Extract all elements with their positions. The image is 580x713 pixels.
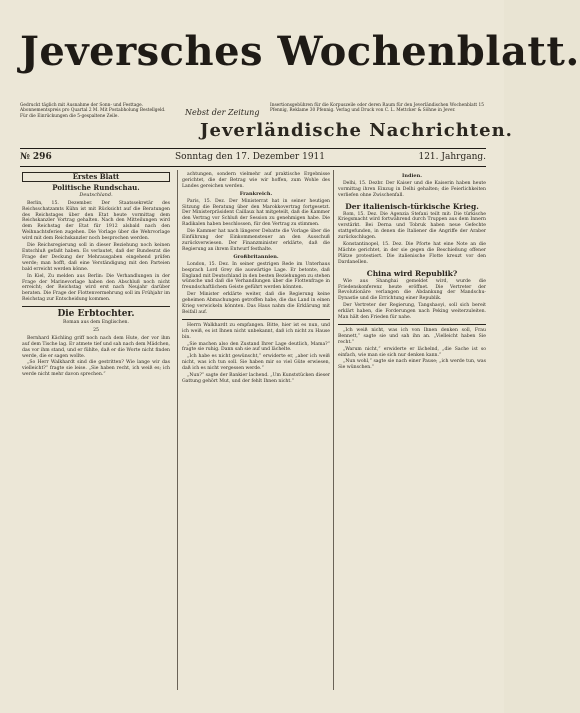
section-subheading: Deutschland.	[79, 191, 113, 198]
story-paragraph: „So Herr Walkhardt sind die gestritten? Wie lange wir das vielleicht?“ fragte sie leise. „Sie haben recht, ich weiß es; ich werde nicht mehr davon sprechen.“	[22, 360, 170, 378]
article-paragraph: Die Reichsregierung soll in dieser Beziehung noch keinen Entschluß gefaßt haben. Es verlautet, daß der Bundesrat die Frage der Deckung der Mehrausgaben eingehend prüfen werde; man hofft, daß eine Verständigung mit den Parteien bald erreicht werden könne.	[22, 243, 170, 272]
divider	[338, 324, 486, 325]
divider	[182, 319, 330, 320]
issue-year: 121. Jahrgang.	[418, 152, 486, 162]
article-paragraph: Delhi, 15. Dezbr. Der Kaiser und die Kaiserin haben heute vormittag ihren Einzug in Delhi gehalten; die Feierlichkeiten verliefen ohne Zwischenfall.	[338, 180, 486, 198]
article-paragraph: London, 15. Dez. In seiner gestrigen Rede im Unterhaus besprach Lord Grey die auswärtige Lage. Er betonte, daß England mit Deutschland in den besten Beziehungen zu stehen wünsche und daß die Verhandlungen über die Flottenfrage in freundschaftlichem Geiste geführt werden könnten.	[182, 261, 330, 291]
section-heading: Großbritannien.	[233, 253, 279, 260]
article-paragraph: In Kiel, Zu melden aus Berlin: Die Verhandlungen in der Frage der Marinevorlage haben den Abschluß noch nicht erreicht; der Reichstag wird erst nach Neujahr darüber beraten. Die Frage der Flottenvermehrung soll im Frühjahr im Reichstag zur Entscheidung kommen.	[22, 273, 170, 303]
story-paragraph: „Nun wohl,“ sagte sie nach einer Pause; „ich werde tun, was Sie wünschen.“	[338, 359, 486, 371]
column-3	[338, 172, 486, 372]
story-paragraph: Herrn Walkhardt zu empfangen. Bitte, hier ist es nun, und ich weiß, es ist Ihnen nicht unbekannt, daß ich nicht zu Hause bin.	[182, 322, 330, 340]
publisher-info-left: Gedruckt täglich mit Ausnahme der Sonn- und Festtage. Abonnementspreis pro Quartal 2 M. Mit Postabholung Bestellgeld. Für die Einrückungen die 5-gespaltene Zeile.	[20, 103, 166, 119]
section-heading: Frankreich.	[239, 190, 273, 197]
section-box: Erstes Blatt	[22, 172, 170, 182]
story-paragraph: Bernhard Kächling griff noch nach dem Hute, der vor ihm auf dem Tische lag. Er atmete tief und sah nach dem Mädchen, das vor ihm stand, und er fühlte, daß er die Worte nicht finden werde, die er sagen wollte.	[22, 335, 170, 359]
article-paragraph: Der Vertreter der Regierung, Tangshaoyi, soll sich bereit erklärt haben, die Forderungen nach Peking weiterzuleiten. Man hält den Frieden für nahe.	[338, 303, 486, 321]
article-paragraph: Rom, 15. Dez. Die Agenzia Stefani teilt mit: Die türkische Kriegsmacht wird fortwährend durch Truppen aus dem Innern verstärkt. Bei Derna und Tobruk haben neue Gefechte stattgefunden, in denen die Italiener die Angriffe der Araber zurückschlugen.	[338, 211, 486, 241]
story-paragraph: „Sie machen also den Zustand Ihrer Lage deutlich, Mama?“ fragte sie ruhig. Dann sah sie auf und lächelte.	[182, 341, 330, 353]
article-paragraph: achtungen, sondern vielmehr auf praktische Ergebnisse gerichtet, die der Betrag wie wir hoffen, zum Wohle des Landes gereichen werden.	[182, 172, 330, 189]
story-author: Roman aus dem Englischen.	[63, 320, 129, 326]
article-paragraph: Die Kammer hat nach längerer Debatte die Vorlage über die Einführung der Einkommensteuer an den Ausschuß zurückverwiesen. Der Finanzminister erklärte, daß die Regierung an ihrem Entwurf festhalte.	[182, 229, 330, 252]
divider-rule-top	[20, 148, 486, 149]
masthead-title: Jeversches Wochenblatt.	[20, 28, 580, 75]
publisher-info-right: Insertionsgebühren für die Korpuszeile oder deren Raum für den Jeverländischen Wochenblatt 15 Pfennig, Reklame 30 Pfennig. Verlag und Druck von C. L. Mettcker & Söhne in Jever.	[270, 103, 484, 114]
story-chapter: 25	[93, 327, 99, 333]
story-paragraph: „Nun?“ sagte der Bankier lachend. „Um Kunststücken dieser Gattung gehört Mut, und der fehlt Ihnen nicht.“	[182, 373, 330, 384]
story-paragraph: „Ich habe es nicht gewünscht,“ erwiderte er, „aber ich weiß nicht, was ich tun soll. Sie haben mir so viel Güte erwiesen, daß ich es nicht vergessen werde.“	[182, 354, 330, 372]
divider-rule-bottom	[20, 166, 486, 167]
issue-date: Sonntag den 17. Dezember 1911	[175, 152, 325, 162]
article-paragraph: Berlin, 15. Dezember. Der Staatssekretär des Reichsschatzamts Kühn ist mit Rücksicht auf die Beratungen des Reichstages über den Etat heute vormittag dem Reichskanzler Vortrag gehalten. Nach den Mitteilungen wird dem Reichstag der Etat für 1912 alsbald nach den Weihnachtsferien zugehen. Die Vorlage über die Wehrvorlage wird mit dem Reichskanzler noch besprochen werden.	[22, 200, 170, 242]
article-paragraph: Der Minister erklärte weiter, daß die Regierung keine geheimen Abmachungen getroffen habe, die das Land in einen Krieg verwickeln könnten. Das Haus nahm die Erklärung mit Beifall auf.	[182, 292, 330, 315]
story-title: Die Erbtochter.	[57, 309, 135, 320]
masthead-neben-title: Nebst der Zeitung	[185, 108, 260, 117]
column-1	[22, 172, 170, 379]
column-separator	[333, 170, 334, 690]
issue-dateline	[20, 152, 486, 166]
section-heading: Indien.	[402, 173, 422, 179]
story-paragraph: „Warum nicht,“ erwiderte er lächelnd, „die Sache ist so einfach, wie man sie sich nur denken kann.“	[338, 346, 486, 358]
issue-number: № 296	[20, 152, 52, 162]
section-heading: Politische Rundschau.	[52, 182, 140, 192]
article-paragraph: Wie aus Shanghai gemeldet wird, wurde die Friedenskonferenz heute eröffnet. Die Vertreter der Revolutionäre verlangen die Abdankung der Mandschu-Dynastie und die Errichtung einer Republik.	[338, 278, 486, 302]
column-separator	[177, 170, 178, 690]
article-paragraph: Konstantinopel, 15. Dez. Die Pforte hat eine Note an die Mächte gerichtet, in der sie gegen die Beschießung offener Plätze protestiert. Die italienische Flotte kreuzt vor den Dardanellen.	[338, 242, 486, 265]
story-paragraph: „Ich weiß nicht, was ich von Ihnen denken soll, Frau Bennett,“ sagte sie und sah ihn an. „Vielleicht haben Sie recht.“	[338, 327, 486, 345]
article-headline: Der italienisch-türkische Krieg.	[345, 201, 479, 211]
column-2	[182, 172, 330, 386]
masthead-subtitle: Jeverländische Nachrichten.	[200, 120, 513, 141]
divider	[22, 306, 170, 307]
article-paragraph: Paris, 15. Dez. Der Ministerrat hat in seiner heutigen Sitzung die Beratung über den Marokkovertrag fortgesetzt. Der Ministerpräsident Caillaux hat mitgeteilt, daß die Kammer den Vertrag vor Schluß der Session zu genehmigen habe. Die Radikalen haben beschlossen, für den Vertrag zu stimmen.	[182, 198, 330, 228]
article-headline: China wird Republik?	[366, 268, 458, 278]
